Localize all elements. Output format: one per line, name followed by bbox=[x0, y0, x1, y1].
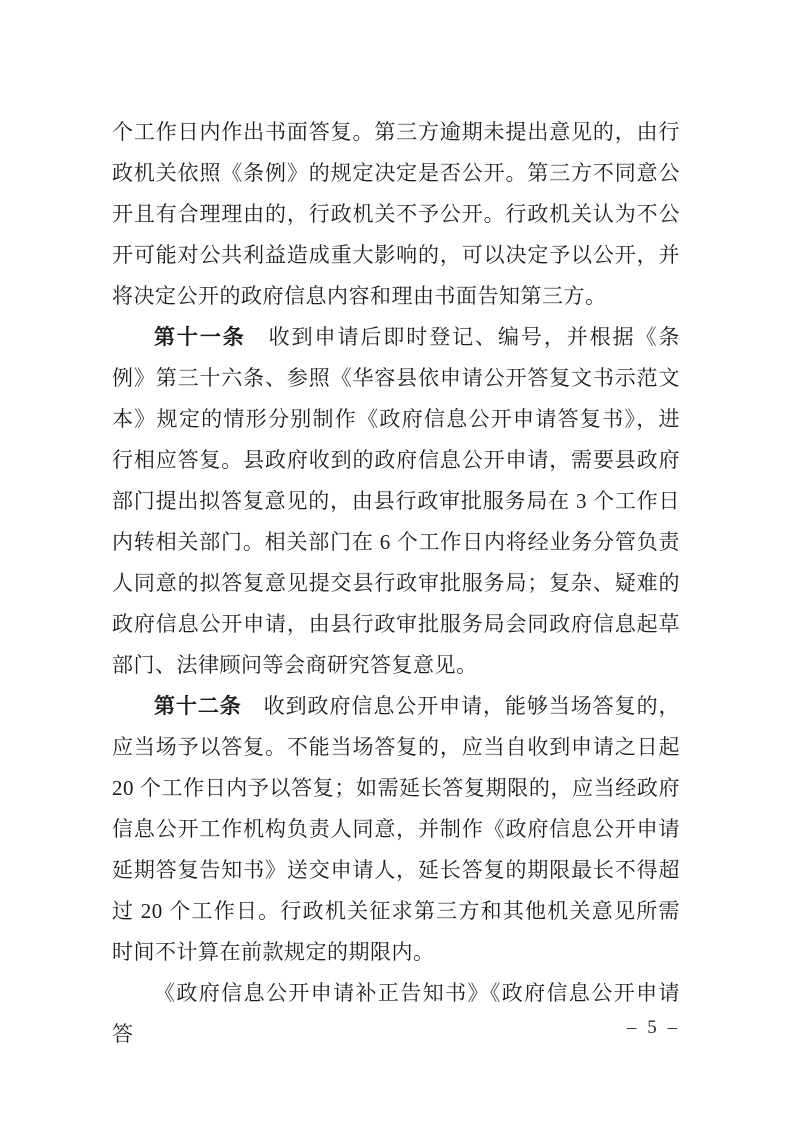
para-article-12 bbox=[112, 686, 680, 973]
para-article-11 bbox=[112, 317, 680, 686]
body-text-run: 个工作日内作出书面答复。第三方逾期未提出意见的，由行政机关依照《条例》的规定决定是否公开。第三方不同意公开且有合理理由的，行政机关不予公开。行政机关认为不公开可能对公共利益造成重大影响的，可以决定予以公开，并将决定公开的政府信息内容和理由书面告知第三方。 bbox=[112, 120, 680, 308]
body-text-run: 《政府信息公开申请补正告知书》《政府信息公开申请答 bbox=[112, 981, 680, 1046]
body-text-run: 收到政府信息公开申请，能够当场答复的，应当场予以答复。不能当场答复的，应当自收到申请之日起 20 个工作日内予以答复；如需延长答复期限的，应当经政府信息公开工作机构负责人同意，并制作《政府信息公开申请延期答复告知书》送交申请人，延长答复的期限最长不得超过 20 个工作日。行政机关征求第三方和其他机关意见所需时间不计算在前款规定的期限内。 bbox=[112, 694, 681, 964]
document-body bbox=[112, 112, 680, 1055]
article-number-label: 第十一条 bbox=[154, 325, 246, 349]
article-number-label: 第十二条 bbox=[154, 694, 242, 718]
page-number: – 5 – bbox=[627, 1017, 680, 1038]
body-text-run: 收到申请后即时登记、编号，并根据《条例》第三十六条、参照《华容县依申请公开答复文书示范文本》规定的情形分别制作《政府信息公开申请答复书》，进行相应答复。县政府收到的政府信息公开申请，需要县政府部门提出拟答复意见的，由县行政审批服务局在 3 个工作日内转相关部门。相关部门在 6 个工作日内将经业务分管负责人同意的拟答复意见提交县行政审批服务局；复杂、疑难的政府信息公开申请，由县行政审批服务局会同政府信息起草部门、法律顾问等会商研究答复意见。 bbox=[112, 325, 681, 677]
para-continuation bbox=[112, 112, 680, 317]
para-notice-docs bbox=[112, 973, 680, 1055]
